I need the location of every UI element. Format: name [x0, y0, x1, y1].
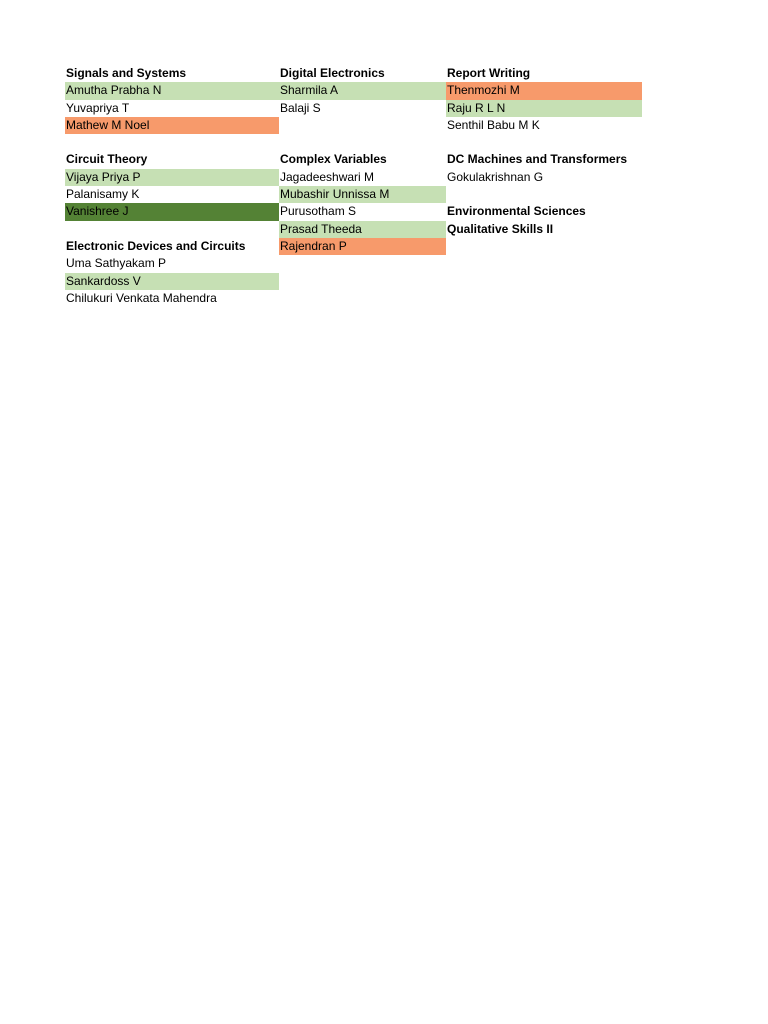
empty-cell: [279, 117, 446, 134]
section-header: Digital Electronics: [280, 66, 385, 80]
section-header: DC Machines and Transformers: [447, 152, 628, 167]
empty-cell: [65, 221, 279, 238]
name-cell: Mubashir Unnissa M: [279, 186, 446, 203]
name-cell: Sharmila A: [279, 82, 446, 99]
name-cell: Vijaya Priya P: [65, 169, 279, 186]
name-cell: Senthil Babu M K: [447, 117, 540, 132]
section-header: Complex Variables: [280, 152, 387, 167]
section-header: Report Writing: [447, 66, 531, 80]
name-cell: Mathew M Noel: [65, 117, 279, 134]
empty-cell: [279, 134, 446, 151]
section-header: Electronic Devices and Circuits: [66, 238, 246, 253]
name-cell: Thenmozhi M: [446, 82, 642, 99]
name-cell: Vanishree J: [65, 203, 279, 220]
name-cell: Amutha Prabha N: [65, 82, 279, 99]
name-cell: Palanisamy K: [66, 187, 140, 202]
section-header: Circuit Theory: [66, 152, 148, 167]
section-header: Qualitative Skills II: [447, 221, 554, 236]
name-cell: Jagadeeshwari M: [280, 169, 375, 184]
name-cell: Prasad Theeda: [279, 221, 446, 238]
column-b: [279, 65, 446, 255]
name-cell: Raju R L N: [446, 100, 642, 117]
name-cell: Gokulakrishnan G: [447, 169, 544, 184]
column-c: [446, 65, 642, 238]
name-cell: Rajendran P: [279, 238, 446, 255]
name-cell: Balaji S: [280, 100, 321, 115]
name-cell: Chilukuri Venkata Mahendra: [66, 290, 217, 305]
empty-cell: [446, 186, 642, 203]
name-cell: Sankardoss V: [65, 273, 279, 290]
empty-cell: [446, 134, 642, 151]
name-cell: Purusotham S: [280, 204, 357, 219]
section-header: Signals and Systems: [66, 66, 187, 80]
empty-cell: [65, 134, 279, 151]
name-cell: Uma Sathyakam P: [66, 256, 167, 271]
section-header: Environmental Sciences: [447, 204, 586, 219]
column-a: [65, 65, 279, 307]
name-cell: Yuvapriya T: [66, 100, 130, 115]
